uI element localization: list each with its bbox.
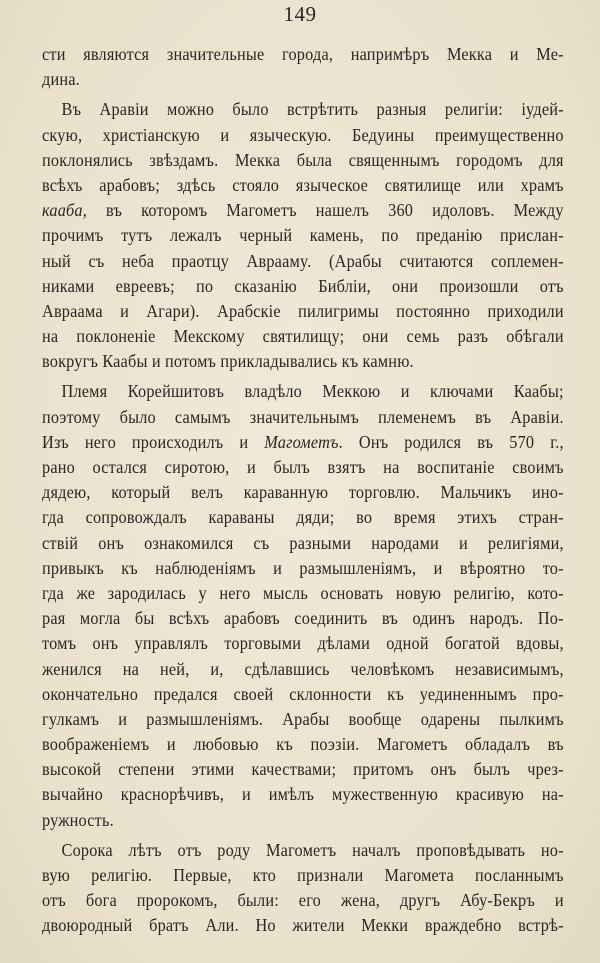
paragraph bbox=[42, 838, 564, 939]
text-line bbox=[42, 349, 564, 374]
text-line bbox=[42, 97, 564, 122]
text-segment: прочимъ тутъ лежалъ черный камень, по преданію прислан- bbox=[42, 225, 564, 246]
text-line bbox=[42, 274, 564, 299]
text-segment: воображеніемъ и любовью къ поэзіи. Магометъ обладалъ въ bbox=[42, 734, 564, 755]
text-line bbox=[42, 405, 564, 430]
text-segment: привыкъ къ наблюденіямъ и размышленіямъ, и вѣроятно то- bbox=[42, 557, 564, 578]
text-line bbox=[42, 782, 564, 807]
text-line bbox=[42, 379, 564, 404]
text-line bbox=[42, 863, 564, 888]
text-segment: ружность. bbox=[42, 809, 114, 830]
text-line bbox=[42, 67, 564, 92]
text-segment: отъ бога пророкомъ, были: его жена, другъ Абу-Бекръ и bbox=[42, 890, 564, 911]
text-line bbox=[42, 606, 564, 631]
text-segment: ствій онъ ознакомился съ разными народами и религіями, bbox=[42, 532, 564, 553]
text-line bbox=[42, 581, 564, 606]
text-segment: рая могла бы всѣхъ арабовъ соединить въ одинъ народъ. По- bbox=[42, 608, 564, 629]
text-segment: гда сопровождалъ караваны дяди; во время этихъ стран- bbox=[42, 507, 564, 528]
italic-text: Магометъ bbox=[264, 431, 339, 452]
text-segment: дина. bbox=[42, 69, 80, 90]
paragraph bbox=[42, 42, 564, 92]
text-line bbox=[42, 324, 564, 349]
text-segment: никами евреевъ; по сказанію Библіи, они произошли отъ bbox=[42, 275, 564, 296]
text-line bbox=[42, 531, 564, 556]
text-line bbox=[42, 556, 564, 581]
text-line bbox=[42, 480, 564, 505]
text-segment: поэтому было самымъ значительнымъ племенемъ въ Аравіи. bbox=[42, 406, 564, 427]
text-line bbox=[42, 249, 564, 274]
text-segment: томъ онъ управлялъ торговыми дѣлами одной богатой вдовы, bbox=[42, 633, 564, 654]
text-segment: сти являются значительные города, напримѣръ Мекка и Ме- bbox=[42, 44, 564, 64]
text-segment: двоюродный братъ Али. Но жители Мекки враждебно встрѣ- bbox=[42, 915, 564, 936]
text-line bbox=[42, 198, 564, 223]
text-segment: гда же зародилась у него мысль основать новую религію, кото- bbox=[42, 582, 564, 603]
text-segment: всѣхъ арабовъ; здѣсь стояло языческое святилище или храмъ bbox=[42, 174, 564, 195]
text-line bbox=[42, 808, 564, 833]
text-segment: высокой степени этими качествами; притомъ онъ былъ чрез- bbox=[42, 759, 564, 780]
text-line bbox=[42, 631, 564, 656]
text-line bbox=[42, 707, 564, 732]
text-line bbox=[42, 505, 564, 530]
text-segment: окончательно предался своей склонности къ уединеннымъ про- bbox=[42, 683, 564, 704]
text-line bbox=[42, 123, 564, 148]
text-segment: . Онъ родился въ 570 г., bbox=[338, 431, 564, 452]
paragraph bbox=[42, 97, 564, 374]
text-segment: рано остался сиротою, и былъ взятъ на воспитаніе своимъ bbox=[42, 457, 564, 477]
text-segment: вую религію. Первые, кто признали Магомета посланнымъ bbox=[42, 865, 564, 885]
paragraph bbox=[42, 379, 564, 832]
text-segment: Въ Аравіи можно было встрѣтить разныя религіи: іудей- bbox=[61, 99, 564, 120]
text-segment: Племя Корейшитовъ владѣло Меккою и ключами Каабы; bbox=[61, 381, 564, 402]
text-line bbox=[42, 148, 564, 173]
text-segment: вычайно краснорѣчивъ, и имѣлъ мужественную красивую на- bbox=[42, 784, 564, 805]
text-line bbox=[42, 42, 564, 67]
text-line bbox=[42, 430, 564, 455]
text-segment: Сорока лѣтъ отъ роду Магометъ началъ проповѣдывать но- bbox=[61, 839, 564, 860]
text-line bbox=[42, 657, 564, 682]
text-line bbox=[42, 732, 564, 757]
text-line bbox=[42, 299, 564, 324]
text-line bbox=[42, 173, 564, 198]
text-line bbox=[42, 888, 564, 913]
text-segment: Авраама и Агари). Арабскіе пилигримы постоянно приходили bbox=[42, 300, 564, 321]
text-segment: на поклоненіе Мекскому святилищу; они семь разъ обѣгали bbox=[42, 326, 564, 347]
text-segment: ный съ неба праотцу Авраамy. (Арабы считаются соплемен- bbox=[42, 250, 564, 271]
body-text bbox=[42, 42, 564, 944]
text-segment: , въ которомъ Магометъ нашелъ 360 идоловъ. Между bbox=[82, 200, 564, 221]
italic-text: кааба bbox=[42, 200, 83, 221]
text-segment: Изъ него происходилъ и bbox=[42, 431, 265, 452]
text-line bbox=[42, 913, 564, 938]
text-segment: женился на ней, и, сдѣлавшись человѣкомъ независимымъ, bbox=[42, 658, 564, 679]
text-line bbox=[42, 223, 564, 248]
text-segment: дядею, который велъ караванную торговлю. Мальчикъ ино- bbox=[42, 482, 564, 503]
text-segment: скую, христіанскую и языческую. Бедуины преимущественно bbox=[42, 124, 564, 145]
text-segment: гулкамъ и размышленіямъ. Арабы вообще одарены пылкимъ bbox=[42, 708, 564, 729]
text-line bbox=[42, 757, 564, 782]
text-line bbox=[42, 682, 564, 707]
text-line bbox=[42, 838, 564, 863]
text-segment: поклонялись звѣздамъ. Мекка была священнымъ городомъ для bbox=[42, 149, 564, 170]
text-line bbox=[42, 455, 564, 480]
page-number: 149 bbox=[283, 2, 317, 26]
text-segment: вокругъ Каабы и потомъ прикладывались къ камню. bbox=[42, 351, 414, 372]
